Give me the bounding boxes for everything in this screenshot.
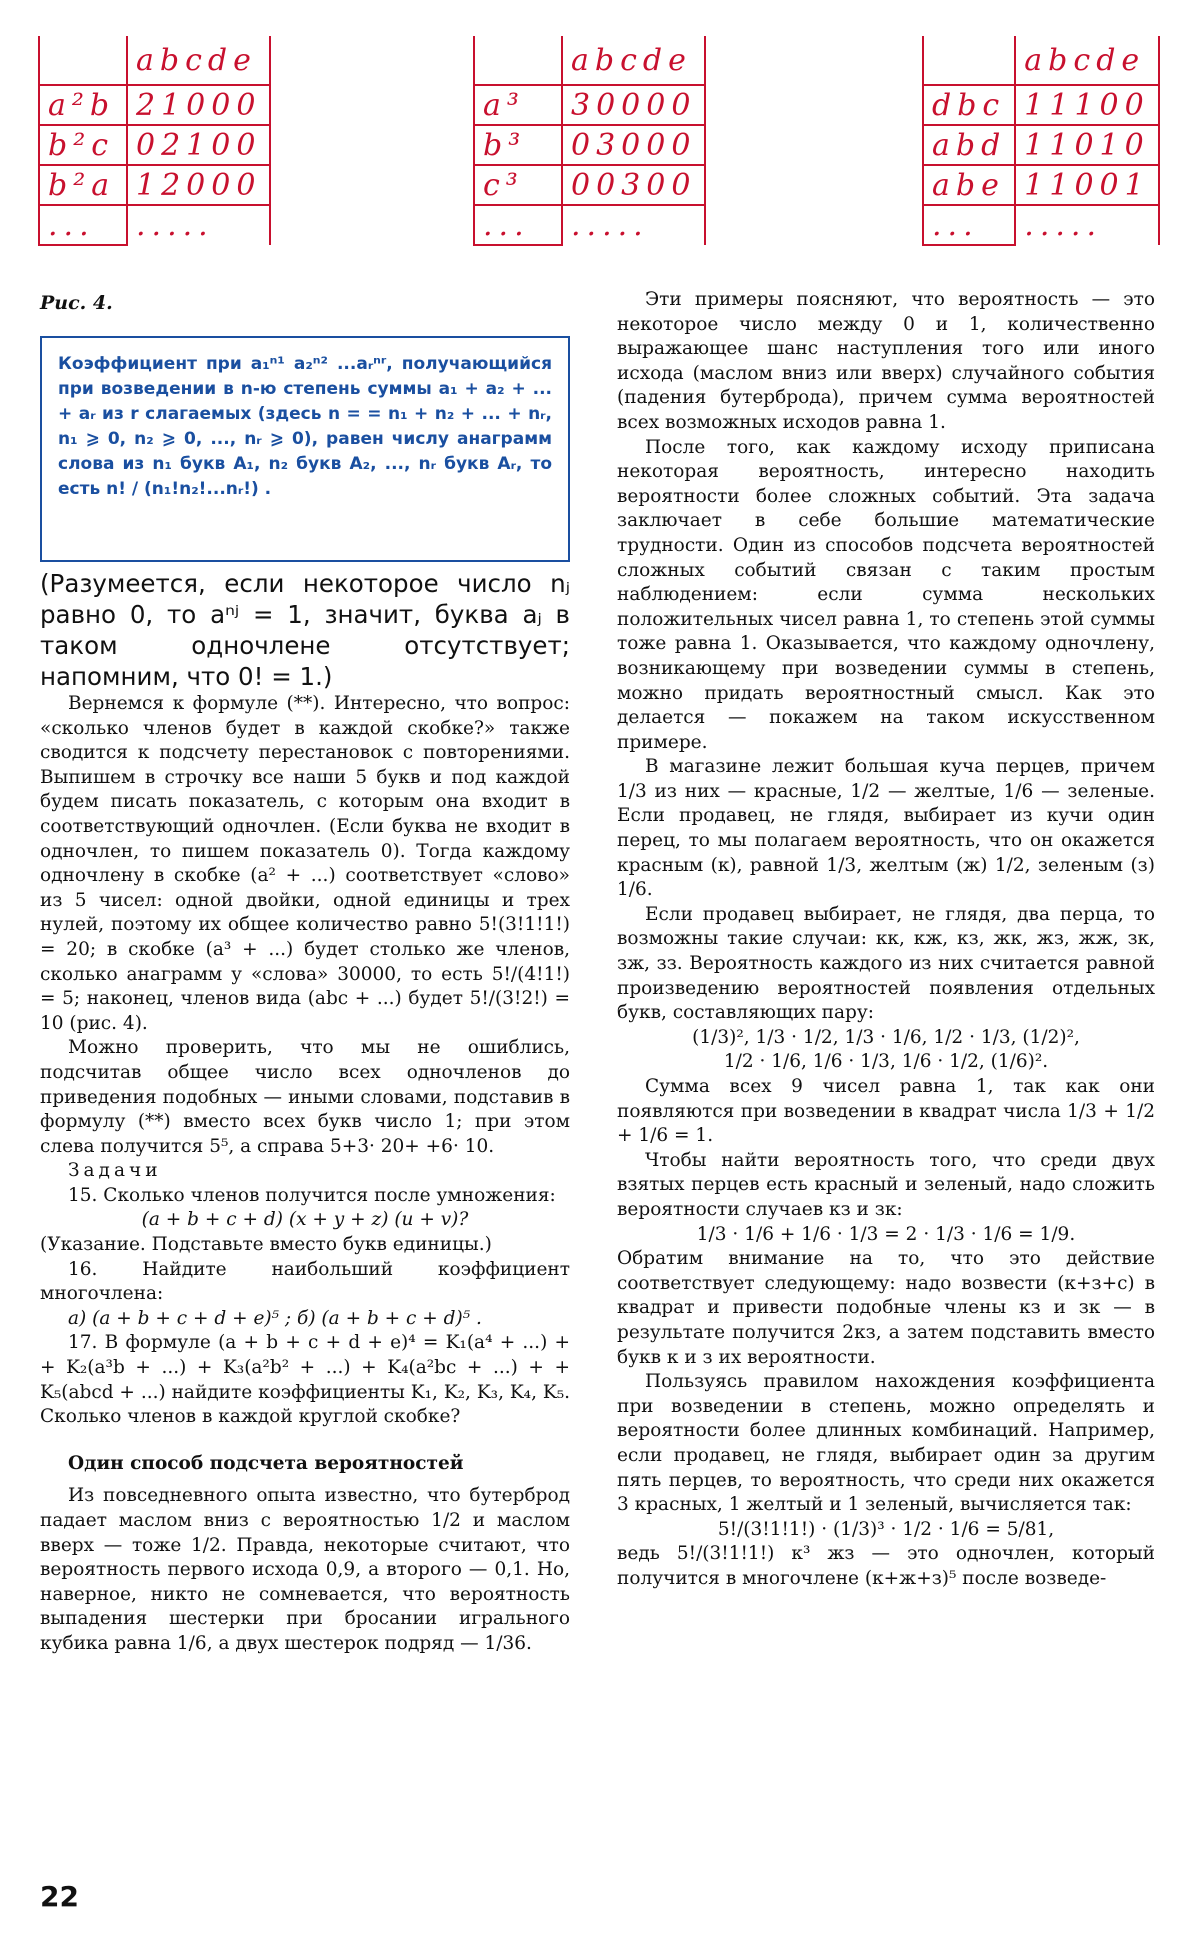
table-header: abcde — [1015, 36, 1158, 85]
hint: (Указание. Подставьте вместо букв единицы.) — [40, 1234, 492, 1256]
row-value: 03000 — [562, 125, 705, 165]
formula: а) (a + b + c + d + e)⁵ ; б) (a + b + c + d)⁵ . — [68, 1307, 482, 1329]
figure-table-3 — [922, 36, 1160, 246]
row-value: ..... — [562, 205, 705, 245]
row-value: 30000 — [562, 85, 705, 125]
formula: (1/3)², 1/3 · 1/2, 1/3 · 1/6, 1/2 · 1/3, (1/2)², — [692, 1026, 1080, 1048]
row-value: 11001 — [1015, 165, 1158, 205]
row-label: ... — [39, 205, 127, 245]
table-header: abcde — [562, 36, 705, 85]
paragraph: Можно проверить, что мы не ошиблись, подсчитав общее число всех одночленов до приведения подобных — иными словами, подставив в формулу (**) вместо всех букв число 1; при этом слева получится 5⁵, а справа 5+3· 20+ +6· 10. — [40, 1037, 570, 1157]
page-number: 22 — [40, 1880, 79, 1913]
paragraph: Чтобы найти вероятность того, что среди двух взятых перцев есть красный и зеленый, надо сложить вероятности случаев кз и зк: — [617, 1149, 1155, 1220]
row-value: 00300 — [562, 165, 705, 205]
theorem-text: Коэффициент при a₁ⁿ¹ a₂ⁿ² ...aᵣⁿʳ, получающийся при возведении в n-ю степень суммы a₁ + a₂ + ... + aᵣ из r слагаемых (здесь n = = n₁ + n₂ + ... + nᵣ, n₁ ⩾ 0, n₂ ⩾ 0, ..., nᵣ ⩾ 0), равен числу анаграмм слова из n₁ букв A₁, n₂ букв A₂, ..., nᵣ букв Aᵣ, то есть n! / (n₁!n₂!...nᵣ!) . — [58, 354, 552, 499]
table-header: abcde — [127, 36, 270, 85]
task-16: 16. Найдите наибольший коэффициент многочлена: — [40, 1258, 570, 1305]
tasks-heading: Задачи — [68, 1160, 162, 1182]
paragraph: Эти примеры поясняют, что вероятность — это некоторое число между 0 и 1, количественно выражающее шанс наступления того или иного исхода (маслом вниз или вверх) случайного события (падения бутерброда), причем сумма вероятностей всех возможных исходов равна 1. — [617, 289, 1155, 433]
row-label: b³ — [474, 125, 562, 165]
paragraph: После того, как каждому исходу приписана некоторая вероятность, интересно находить вероятности более сложных событий. Эта задача заключает в себе большие математические трудности. Один из способов подсчета вероятностей сложных событий связан с таким простым наблюдением: если сумма нескольких положительных чисел равна 1, то степень этой суммы тоже равна 1. Оказывается, что каждому одночлену, возникающему при возведении суммы в степень, можно придать вероятностный смысл. Как это делается — покажем на таком искусственном примере. — [617, 436, 1155, 753]
row-label: b²a — [39, 165, 127, 205]
right-column — [617, 288, 1155, 1591]
figure-table-1 — [38, 36, 271, 246]
row-label: c³ — [474, 165, 562, 205]
formula: 1/3 · 1/6 + 1/6 · 1/3 = 2 · 1/3 · 1/6 = 1/9. — [696, 1223, 1076, 1245]
row-label: a³ — [474, 85, 562, 125]
row-value: 11010 — [1015, 125, 1158, 165]
paragraph: Обратим внимание на то, что это действие соответствует следующему: надо возвести (к+з+с) в квадрат и привести подобные члены кз и зк — в результате получится 2кз, а затем подставить вместо букв к и з их вероятности. — [617, 1248, 1155, 1368]
paragraph: Пользуясь правилом нахождения коэффициента при возведении в степень, можно определять и вероятности более длинных комбинаций. Например, если продавец, не глядя, выбирает один за другим пять перцев, то вероятность, что среди них окажется 3 красных, 1 желтый и 1 зеленый, вычисляется так: — [617, 1371, 1155, 1516]
paragraph: ведь 5!/(3!1!1!) к³ жз — это одночлен, который получится в многочлене (к+ж+з)⁵ после возведе- — [617, 1543, 1155, 1589]
formula: 5!/(3!1!1!) · (1/3)³ · 1/2 · 1/6 = 5/81, — [717, 1518, 1055, 1540]
task-15: 15. Сколько членов получится после умножения: — [68, 1184, 556, 1206]
paragraph: (Разумеется, если некоторое число nⱼ равно 0, то aⁿʲ = 1, значит, буква aⱼ в таком одночлене отсутствует; напомним, что 0! = 1.) — [40, 569, 570, 691]
row-label: a²b — [39, 85, 127, 125]
task-17: 17. В формуле (a + b + c + d + e)⁴ = K₁(a⁴ + ...) + + K₂(a³b + ...) + K₃(a²b² + ...) + K₄(a²bc + ...) + + K₅(abcd + ...) найдите коэффициенты K₁, K₂, K₃, K₄, K₅. Сколько членов в каждой круглой скобке? — [40, 1332, 570, 1428]
left-column — [40, 568, 570, 1657]
paragraph: В магазине лежит большая куча перцев, причем 1/3 из них — красные, 1/2 — желтые, 1/6 — зеленые. Если продавец, не глядя, выбирает из кучи один перец, то мы полагаем вероятность, что он окажется красным (к), равной 1/3, желтым (ж) 1/2, зеленым (з) 1/6. — [617, 756, 1155, 901]
formula: (a + b + c + d) (x + y + z) (u + v)? — [141, 1209, 469, 1231]
row-label: b²c — [39, 125, 127, 165]
row-value: ..... — [1015, 205, 1158, 245]
theorem-box — [40, 336, 570, 562]
row-value: 21000 — [127, 85, 270, 125]
row-label: dbc — [923, 85, 1015, 125]
row-label: abd — [923, 125, 1015, 165]
figure-caption: Рис. 4. — [40, 292, 113, 314]
row-label: abe — [923, 165, 1015, 205]
row-value: 11100 — [1015, 85, 1158, 125]
row-value: ..... — [127, 205, 270, 245]
row-value: 12000 — [127, 165, 270, 205]
paragraph: Сумма всех 9 чисел равна 1, так как они появляются при возведении в квадрат числа 1/3 + 1/2 + 1/6 = 1. — [617, 1076, 1155, 1147]
figure-table-2 — [473, 36, 706, 246]
row-value: 02100 — [127, 125, 270, 165]
paragraph: Из повседневного опыта известно, что бутерброд падает маслом вниз с вероятностью 1/2 и маслом вверх — тоже 1/2. Правда, некоторые считают, что вероятность первого исхода 0,9, а второго — 0,1. Но, наверное, никто не сомневается, что вероятность выпадения шестерки при бросании игрального кубика равна 1/6, а двух шестерок подряд — 1/36. — [40, 1485, 570, 1654]
paragraph: Если продавец выбирает, не глядя, два перца, то возможны такие случаи: кк, кж, кз, жк, жз, жж, зк, зж, зз. Вероятность каждого из них считается равной произведению вероятностей появления отдельных букв, составляющих пару: — [617, 903, 1155, 1024]
row-label: ... — [923, 205, 1015, 245]
formula: 1/2 · 1/6, 1/6 · 1/3, 1/6 · 1/2, (1/6)². — [723, 1051, 1049, 1073]
section-heading: Один способ подсчета вероятностей — [68, 1452, 464, 1474]
row-label: ... — [474, 205, 562, 245]
paragraph: Вернемся к формуле (**). Интересно, что вопрос: «сколько членов будет в каждой скобке?» также сводится к подсчету перестановок с повторениями. Выпишем в строчку все наши 5 букв и под каждой будем писать показатель, с которым она входит в соответствующий одночлен. (Если буква не входит в одночлен, то пишем показатель 0). Тогда каждому одночлену в скобке (a² + ...) соответствует «слово» из 5 чисел: одной двойки, одной единицы и трех нулей, поэтому их общее количество равно 5!(3!1!1!) = 20; в скобке (a³ + ...) будет столько же членов, сколько анаграмм у «слова» 30000, то есть 5!/(4!1!) = 5; наконец, членов вида (abc + ...) будет 5!/(3!2!) = 10 (рис. 4). — [40, 693, 570, 1034]
